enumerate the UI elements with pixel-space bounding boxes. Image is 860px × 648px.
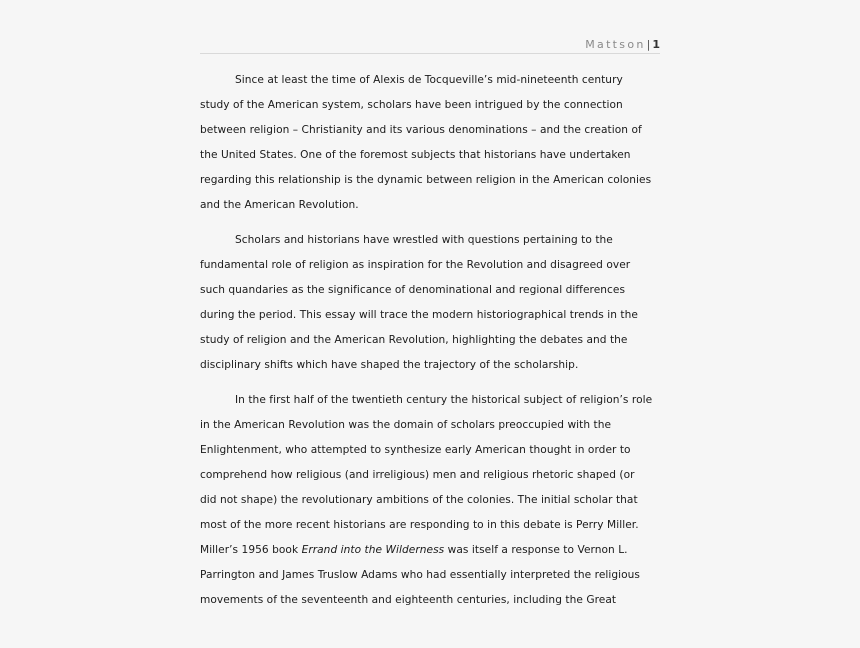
text-line xyxy=(200,538,670,563)
text-run: was itself a response to Vernon L. xyxy=(444,544,628,556)
text-line: such quandaries as the significance of denominational and regional differences xyxy=(200,284,626,296)
header-page-number: 1 xyxy=(652,38,660,51)
text-line: study of the American system, scholars have been intrigued by the connection xyxy=(200,99,623,111)
paragraph xyxy=(200,388,670,613)
text-line: fundamental role of religion as inspiration for the Revolution and disagreed over xyxy=(200,259,631,271)
text-line: study of religion and the American Revolution, highlighting the debates and the xyxy=(200,334,628,346)
book-title: Errand into the Wilderness xyxy=(301,544,445,556)
paragraph xyxy=(200,68,670,218)
running-header xyxy=(200,38,660,54)
text-line: most of the more recent historians are responding to in this debate is Perry Miller. xyxy=(200,519,639,531)
text-line: regarding this relationship is the dynamic between religion in the American colonies xyxy=(200,174,652,186)
header-author: Mattson xyxy=(585,38,646,51)
document-body xyxy=(200,68,670,623)
text-line: movements of the seventeenth and eighteenth centuries, including the Great xyxy=(200,594,617,606)
text-run: Miller’s 1956 book xyxy=(200,544,302,556)
text-line: and the American Revolution. xyxy=(200,199,359,211)
text-line: disciplinary shifts which have shaped the trajectory of the scholarship. xyxy=(200,359,579,371)
paragraph xyxy=(200,228,670,378)
text-line: the United States. One of the foremost subjects that historians have undertaken xyxy=(200,149,631,161)
text-line: in the American Revolution was the domain of scholars preoccupied with the xyxy=(200,419,612,431)
text-line: did not shape) the revolutionary ambitions of the colonies. The initial scholar that xyxy=(200,494,638,506)
text-line: between religion – Christianity and its various denominations – and the creation of xyxy=(200,124,642,136)
text-line: during the period. This essay will trace the modern historiographical trends in the xyxy=(200,309,638,321)
text-line: Scholars and historians have wrestled with questions pertaining to the xyxy=(235,234,613,246)
text-line: In the first half of the twentieth century the historical subject of religion’s role xyxy=(235,394,653,406)
text-line: Enlightenment, who attempted to synthesize early American thought in order to xyxy=(200,444,631,456)
text-line: Parrington and James Truslow Adams who had essentially interpreted the religious xyxy=(200,569,641,581)
header-separator: | xyxy=(646,38,651,51)
text-line: comprehend how religious (and irreligious) men and religious rhetoric shaped (or xyxy=(200,469,635,481)
text-line: Since at least the time of Alexis de Tocqueville’s mid-nineteenth century xyxy=(235,74,623,86)
